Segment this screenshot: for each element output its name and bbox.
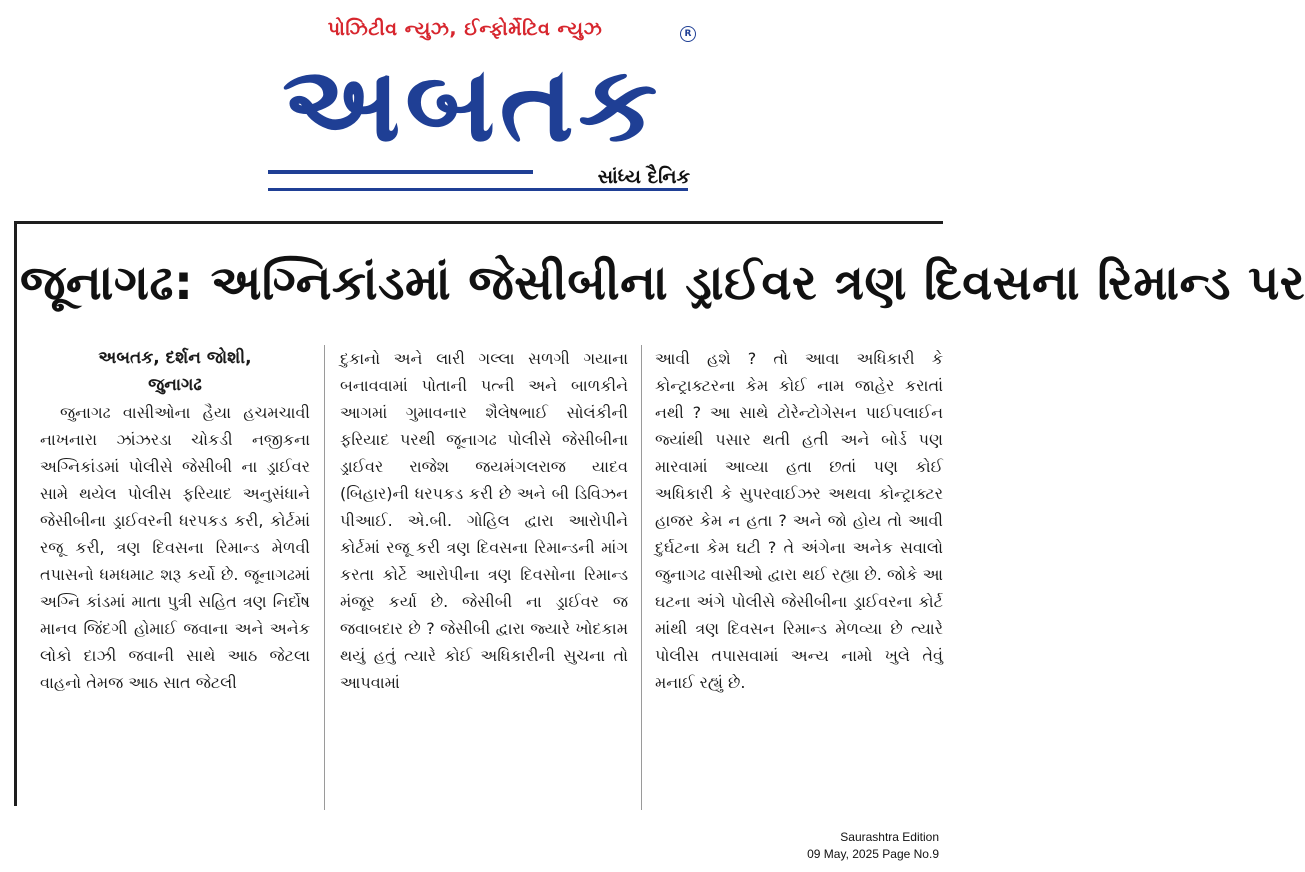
- edition-name: Saurashtra Edition: [840, 830, 939, 844]
- article-column-1: [40, 345, 310, 696]
- registered-mark-icon: R: [680, 26, 696, 42]
- masthead: [0, 0, 949, 210]
- column-2-text: દુકાનો અને લારી ગલ્લા સળગી ગયાના બનાવવામાં પોતાની પત્ની અને બાળકીને આગમાં ગુમાવનાર શૈલેષભાઈ સોલંકીની ફરિયાદ પરથી જૂનાગઢ પોલીસે જેસીબીના ડ્રાઈવર રાજેશ જયમંગલરાજ યાદવ (બિહાર)ની ધરપકડ કરી છે અને બી ડિવિઝન પીઆઈ. એ.બી. ગોહિલ દ્વારા આરોપીને કોર્ટમાં રજૂ કરી ત્રણ દિવસના રિમાન્ડની માંગ કરતા કોર્ટે આરોપીના ત્રણ દિવસોના રિમાન્ડ મંજૂર કર્યા છે. જેસીબી ના ડ્રાઈવર જ જવાબદાર છે ? જેસીબી દ્વારા જ્યારે ખોદકામ થયું હતું ત્યારે કોઈ અધિકારીની સુચના તો આપવામાં: [340, 349, 628, 692]
- article-left-rule: [14, 221, 17, 806]
- edition-label: સાંધ્ય દૈનિક: [597, 166, 690, 188]
- newspaper-logo: અબતક: [282, 43, 662, 165]
- column-divider: [324, 345, 325, 810]
- column-1-text: જુનાગઢ વાસીઓના હૈયા હચમચાવી નાખનારા ઝાંઝરડા ચોકડી નજીકના અગ્નિકાંડમાં પોલીસે જેસીબી ના ડ્રાઈવર સામે થયેલ પોલીસ ફરિયાદ અનુસંધાને જેસીબીના ડ્રાઈવરની ધરપકડ કરી, કોર્ટમાં રજૂ કરી, ત્રણ દિવસના રિમાન્ડ મેળવી તપાસનો ધમધમાટ શરૂ કર્યો છે. જૂનાગઢમાં અગ્નિ કાંડમાં માતા પુત્રી સહિત ત્રણ નિર્દોષ માનવ જિંદગી હોમાઈ જવાના અને અનેક લોકો દાઝી જવાની સાથે આઠ જેટલા વાહનો તેમજ આઠ સાત જેટલી: [40, 403, 310, 692]
- logo-baseline-rule: [268, 188, 688, 191]
- logo-underline: [268, 170, 533, 174]
- page-footer: [807, 829, 939, 863]
- article-top-rule: [14, 221, 943, 224]
- byline: અબતક, દર્શન જોશી,: [98, 348, 252, 368]
- article-column-2: [340, 345, 628, 696]
- masthead-tagline: પોઝિટીવ ન્યુઝ, ઈન્ફોર્મેટિવ ન્યુઝ: [327, 18, 603, 40]
- date-page: 09 May, 2025 Page No.9: [807, 847, 939, 861]
- article-column-3: [655, 345, 943, 696]
- column-3-text: આવી હશે ? તો આવા અધિકારી કે કોન્ટ્રાક્ટરના કેમ કોઈ નામ જાહેર કરાતાં નથી ? આ સાથે ટોરેન્ટોગેસન પાઈપલાઈન જ્યાંથી પસાર થતી હતી અને બોર્ડ પણ મારવામાં આવ્યા હતા છતાં પણ કોઈ અધિકારી કે સુપરવાઈઝર અથવા કોન્ટ્રાક્ટર હાજર કેમ ન હતા ? અને જો હોય તો આવી દુર્ઘટના કેમ ઘટી ? તે અંગેના અનેક સવાલો જુનાગઢ વાસીઓ દ્વારા થઈ રહ્યા છે. જોકે આ ઘટના અંગે પોલીસે જેસીબીના ડ્રાઈવરના કોર્ટ માંથી ત્રણ દિવસન રિમાન્ડ મેળવ્યા છે ત્યારે પોલીસ તપાસવામાં અન્ય નામો ખુલે તેવું મનાઈ રહ્યું છે.: [655, 349, 943, 692]
- dateline: જુનાગઢ: [148, 375, 202, 395]
- column-divider: [641, 345, 642, 810]
- article-headline: જૂનાગઢ: અગ્નિકાંડમાં જેસીબીના ડ્રાઈવર ત્રણ દિવસના રિમાન્ડ પર: [20, 255, 1305, 311]
